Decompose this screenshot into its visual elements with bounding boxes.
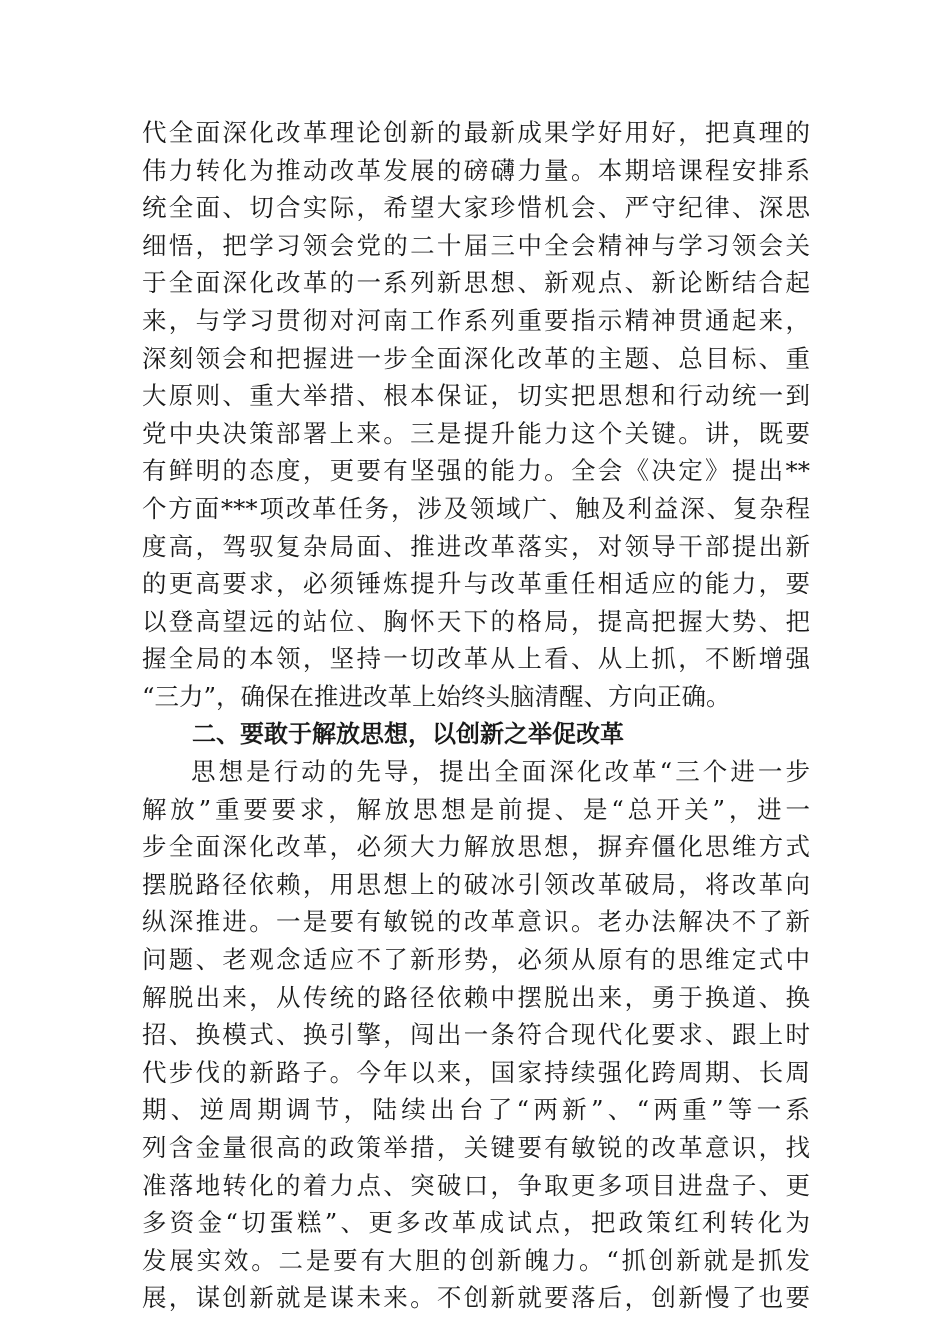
text-line: 于全面深化改革的一系列新思想、新观点、新论断结合起 xyxy=(142,268,810,298)
text-line: 有鲜明的态度，更要有坚强的能力。全会《决定》提出** xyxy=(142,456,810,486)
text-line: 党中央决策部署上来。三是提升能力这个关键。讲，既要 xyxy=(142,418,810,448)
text-line: 深刻领会和把握进一步全面深化改革的主题、总目标、重 xyxy=(142,343,810,373)
text-line: 列含金量很高的政策举措，关键要有敏锐的改革意识，找 xyxy=(142,1133,810,1163)
text-line: 步全面深化改革，必须大力解放思想，摒弃僵化思维方式 xyxy=(142,832,810,862)
text-line: 招、换模式、换引擎，闯出一条符合现代化要求、跟上时 xyxy=(142,1020,810,1050)
text-line: 代全面深化改革理论创新的最新成果学好用好，把真理的 xyxy=(142,118,810,147)
text-line: 纵深推进。一是要有敏锐的改革意识。老办法解决不了新 xyxy=(142,907,810,937)
text-line: 展，谋创新就是谋未来。不创新就要落后，创新慢了也要 xyxy=(142,1283,810,1313)
text-line: 个方面***项改革任务，涉及领域广、触及利益深、复杂程 xyxy=(142,493,810,523)
paragraph-1 xyxy=(142,114,810,716)
text-line: 问题、老观念适应不了新形势，必须从原有的思维定式中 xyxy=(142,945,810,975)
paragraph-2 xyxy=(142,753,810,1317)
text-line: 来，与学习贯彻对河南工作系列重要指示精神贯通起来， xyxy=(142,305,810,335)
text-line: 准落地转化的着力点、突破口，争取更多项目进盘子、更 xyxy=(142,1170,810,1200)
text-line: 度高，驾驭复杂局面、推进改革落实，对领导干部提出新 xyxy=(142,531,810,561)
text-line: 代步伐的新路子。今年以来，国家持续强化跨周期、长周 xyxy=(142,1057,810,1087)
text-line: 解放”重要要求，解放思想是前提、是“总开关”，进一 xyxy=(142,794,810,824)
text-line: 以登高望远的站位、胸怀天下的格局，提高把握大势、把 xyxy=(142,606,810,636)
text-line: 伟力转化为推动改革发展的磅礴力量。本期培课程安排系 xyxy=(142,155,810,185)
text-line: 期、逆周期调节，陆续出台了“两新”、“两重”等一系 xyxy=(142,1095,810,1125)
text-line: 发展实效。二是要有大胆的创新魄力。“抓创新就是抓发 xyxy=(142,1245,810,1275)
text-line: 多资金“切蛋糕”、更多改革成试点，把政策红利转化为 xyxy=(142,1208,810,1238)
document-body xyxy=(142,114,810,1317)
text-line: “三力”，确保在推进改革上始终头脑清醒、方向正确。 xyxy=(142,681,731,711)
section-heading: 二、要敢于解放思想，以创新之举促改革 xyxy=(192,719,624,748)
text-line: 解脱出来，从传统的路径依赖中摆脱出来，勇于换道、换 xyxy=(142,982,810,1012)
text-line: 统全面、切合实际，希望大家珍惜机会、严守纪律、深思 xyxy=(142,193,810,223)
text-line: 摆脱路径依赖，用思想上的破冰引领改革破局，将改革向 xyxy=(142,869,810,899)
text-line: 的更高要求，必须锤炼提升与改革重任相适应的能力，要 xyxy=(142,569,810,599)
text-line: 握全局的本领，坚持一切改革从上看、从上抓，不断增强 xyxy=(142,644,810,674)
text-line: 大原则、重大举措、根本保证，切实把思想和行动统一到 xyxy=(142,381,810,411)
text-line: 细悟，把学习领会党的二十届三中全会精神与学习领会关 xyxy=(142,230,810,260)
text-line: 思想是行动的先导，提出全面深化改革“三个进一步 xyxy=(191,757,810,787)
